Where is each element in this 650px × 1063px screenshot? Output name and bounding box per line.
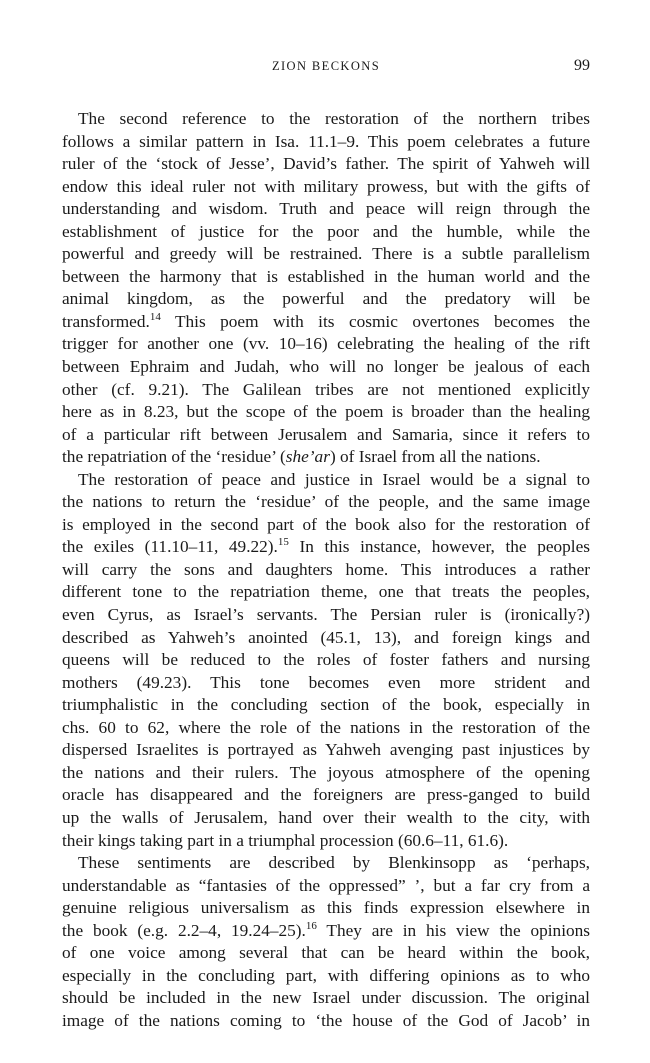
text-line <box>62 243 590 266</box>
text-segment: the repatriation of the ‘residue’ ( <box>62 447 286 467</box>
running-title: ZION BECKONS <box>271 59 381 73</box>
text-line <box>62 333 590 356</box>
text-segment: the nations to return the ‘residue’ of the people, and the same image <box>62 492 590 512</box>
text-segment: here as in 8.23, but the scope of the poem is broader than the healing <box>62 402 590 422</box>
text-segment: dispersed Israelites is portrayed as Yahweh avenging past injustices by <box>62 740 590 760</box>
text-line <box>62 559 590 582</box>
text-segment: their kings taking part in a triumphal procession (60.6–11, 61.6). <box>62 830 509 850</box>
text-segment: image of the nations coming to ‘the house of the God of Jacob’ in <box>62 1010 590 1030</box>
text-line <box>62 491 590 514</box>
text-segment: This poem with its cosmic overtones becomes the <box>160 311 590 331</box>
text-segment: queens will be reduced to the roles of foster fathers and nursing <box>62 650 590 670</box>
text-segment: understandable as “fantasies of the oppressed” ’, but a far cry from a <box>62 875 590 895</box>
text-line <box>62 1010 590 1033</box>
text-segment: of a particular rift between Jerusalem and Samaria, since it refers to <box>62 424 590 444</box>
text-segment: endow this ideal ruler not with military prowess, but with the gifts of <box>62 176 590 196</box>
text-line <box>62 649 590 672</box>
text-segment: transformed. <box>62 311 150 331</box>
text-segment: They are in his view the opinions <box>316 920 590 940</box>
text-line <box>62 852 590 875</box>
footnote-marker: 16 <box>305 919 317 932</box>
text-line <box>62 176 590 199</box>
text-line <box>62 288 590 311</box>
text-line <box>62 739 590 762</box>
text-segment: other (cf. 9.21). The Galilean tribes are not mentioned explicitly <box>62 379 590 399</box>
text-line <box>62 221 590 244</box>
text-line <box>62 897 590 920</box>
text-line <box>62 987 590 1010</box>
footnote-marker: 14 <box>149 310 161 323</box>
text-line <box>62 514 590 537</box>
text-segment: follows a similar pattern in Isa. 11.1–9. This poem celebrates a future <box>62 131 590 151</box>
text-segment: ruler of the ‘stock of Jesse’, David’s father. The spirit of Yahweh will <box>62 154 590 174</box>
running-head <box>62 59 590 81</box>
text-segment: especially in the concluding part, with differing opinions as to who <box>62 965 590 985</box>
text-line <box>62 830 590 853</box>
footnote-marker: 15 <box>277 536 289 549</box>
text-line <box>62 198 590 221</box>
text-line <box>62 807 590 830</box>
text-segment: mothers (49.23). This tone becomes even more strident and <box>62 672 590 692</box>
text-line <box>62 401 590 424</box>
text-line <box>62 762 590 785</box>
text-segment: is employed in the second part of the book also for the restoration of <box>62 514 590 534</box>
text-line <box>62 379 590 402</box>
text-line <box>62 131 590 154</box>
text-line <box>62 469 590 492</box>
text-line <box>62 627 590 650</box>
text-line <box>62 108 590 131</box>
text-segment: animal kingdom, as the powerful and the predatory will be <box>62 289 590 309</box>
text-segment: triumphalistic in the concluding section of the book, especially in <box>62 695 590 715</box>
text-line <box>62 356 590 379</box>
page-number: 99 <box>574 57 590 74</box>
text-line <box>62 784 590 807</box>
text-segment: establishment of justice for the poor and the humble, while the <box>62 221 590 241</box>
text-segment: the nations and their rulers. The joyous atmosphere of the opening <box>62 762 590 782</box>
text-segment: will carry the sons and daughters home. This introduces a rather <box>62 559 590 579</box>
text-segment: trigger for another one (vv. 10–16) celebrating the healing of the rift <box>62 334 590 354</box>
text-segment: even Cyrus, as Israel’s servants. The Persian ruler is (ironically?) <box>62 605 590 625</box>
text-segment: In this instance, however, the peoples <box>288 537 590 557</box>
text-segment: genuine religious universalism as this finds expression elsewhere in <box>62 898 590 918</box>
text-segment: oracle has disappeared and the foreigners are press-ganged to build <box>62 785 590 805</box>
text-line <box>62 694 590 717</box>
text-segment: These sentiments are described by Blenkinsopp as ‘perhaps, <box>78 853 590 873</box>
body-text <box>62 108 590 1032</box>
text-segment: of one voice among several that can be heard within the book, <box>62 943 590 963</box>
text-line <box>62 446 590 469</box>
text-line <box>62 581 590 604</box>
italic-term: she’ar <box>285 447 330 467</box>
text-segment: between Ephraim and Judah, who will no longer be jealous of each <box>62 357 590 377</box>
text-segment: chs. 60 to 62, where the role of the nations in the restoration of the <box>62 717 590 737</box>
text-segment: The second reference to the restoration of the northern tribes <box>78 109 590 128</box>
text-segment: The restoration of peace and justice in Israel would be a signal to <box>78 469 590 489</box>
text-line <box>62 875 590 898</box>
text-line <box>62 965 590 988</box>
text-line <box>62 153 590 176</box>
text-line <box>62 717 590 740</box>
text-line <box>62 920 590 943</box>
text-segment: up the walls of Jerusalem, hand over their wealth to the city, with <box>62 807 590 827</box>
text-line <box>62 942 590 965</box>
text-segment: ) of Israel from all the nations. <box>329 447 541 467</box>
text-line <box>62 311 590 334</box>
text-segment: different tone to the repatriation theme, one that treats the peoples, <box>62 582 590 602</box>
text-line <box>62 424 590 447</box>
text-line <box>62 536 590 559</box>
text-segment: the exiles (11.10–11, 49.22). <box>62 537 278 557</box>
text-segment: described as Yahweh’s anointed (45.1, 13), and foreign kings and <box>62 627 590 647</box>
text-line <box>62 672 590 695</box>
text-segment: between the harmony that is established in the human world and the <box>62 266 590 286</box>
text-line <box>62 266 590 289</box>
text-segment: understanding and wisdom. Truth and peace will reign through the <box>62 199 590 219</box>
text-segment: powerful and greedy will be restrained. There is a subtle parallelism <box>62 244 590 264</box>
text-segment: should be included in the new Israel under discussion. The original <box>62 988 590 1008</box>
text-segment: the book (e.g. 2.2–4, 19.24–25). <box>62 920 306 940</box>
text-line <box>62 604 590 627</box>
